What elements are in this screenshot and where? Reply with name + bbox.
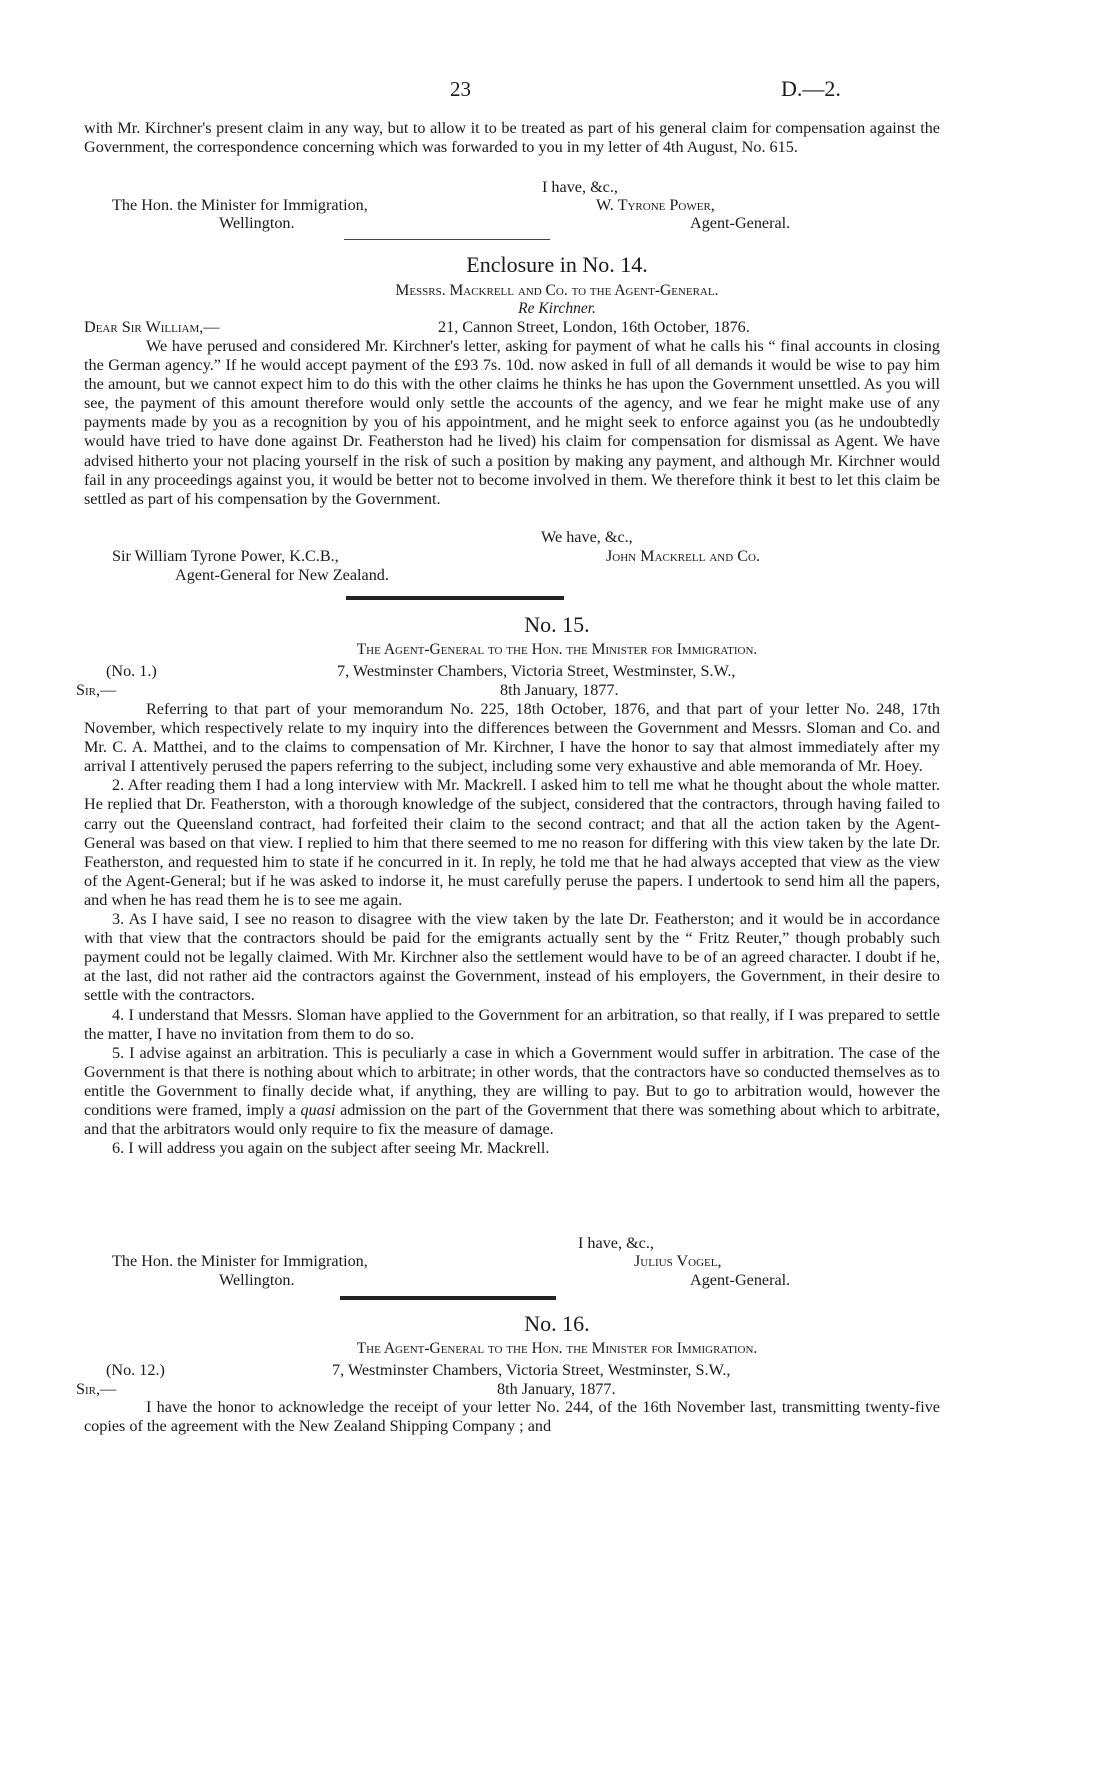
paragraph-2: 2. After reading them I had a long interview with Mr. Mackrell. I asked him to tell me what he thought about the whole matter. He replied that Dr. Featherston, with a thorough knowledge of the subject, considered that the contractors, through having failed to carry out the Queensland contract, had forfeited their claim to the second contract; and that all the action taken by the Agent-General was based on that view. I replied to him that there seemed to me no reason for differing with this view taken by the late Dr. Featherston, and requested him to state if he concurred in it. In reply, he told me that he had always accepted that view as the view of the Agent-General; but if he was asked to indorse it, he must carefully peruse the papers. I undertook to send him all the papers, and when he has read them he is to see me again. — [84, 776, 940, 909]
addressee-line-1: Sir William Tyrone Power, K.C.B., — [112, 547, 339, 565]
paragraph-5-part-1: 5. I advise against an arbitration. This is peculiarly a case in which a Government would suffer in arbitration. The case of the Government is that there is nothing about which to arbitrate; in other words, that the contractors have so conducted themselves as to entitle the Government to finally decide what, if anything, they are willing to pay. But to go to arbitration would, however the conditions were framed, imply a — [84, 1043, 940, 1119]
paragraph-4: 4. I understand that Messrs. Sloman have applied to the Government for an arbitration, so that really, if I was prepared to settle the matter, I have no invitation from them to do so. — [84, 1005, 940, 1043]
signature-closing: I have, &c., — [542, 178, 618, 196]
salutation: Sir,— — [76, 681, 117, 699]
paragraph-1: Referring to that part of your memorandum No. 225, 18th October, 1876, and that part of your letter No. 248, 17th November, which respectively relate to my inquiry into the differences between the Government and Messrs. Sloman and Co. and Mr. C. A. Matthei, and to the claims to compensation of Mr. Kirchner, I have the honor to say that almost immediately after my arrival I attentively perused the papers referring to the subject, including some very exhaustive and able memoranda of Mr. Hoey. — [84, 700, 940, 776]
section-heading: No. 16. — [524, 1311, 590, 1336]
section-from-line — [0, 641, 1114, 659]
section-divider — [346, 596, 564, 600]
signer-name: W. Tyrone Power, — [596, 196, 715, 214]
opening-paragraph — [84, 119, 940, 157]
signer-name: Julius Vogel, — [634, 1252, 722, 1270]
letter-address: 21, Cannon Street, London, 16th October, 1876. — [438, 318, 750, 336]
section-from-line — [0, 1340, 1114, 1358]
addressee-line-2: Wellington. — [219, 214, 295, 232]
section-body — [84, 1398, 940, 1436]
from-text: Messrs. Mackrell and Co. to the Agent-General. — [395, 282, 719, 299]
letter-date: 8th January, 1877. — [497, 1380, 616, 1398]
section-divider — [340, 1296, 556, 1300]
from-text: The Agent-General to the Hon. the Minister for Immigration. — [356, 1340, 758, 1357]
section-heading: No. 15. — [524, 612, 590, 637]
paragraph-5-part-2: admission on the part of the Government that there was something about which to arbitrate, and that the arbitrators would only require to fix the measure of damage. — [84, 1100, 940, 1139]
addressee-line-1: The Hon. the Minister for Immigration, — [112, 1252, 368, 1270]
addressee-line-2: Agent-General for New Zealand. — [175, 566, 389, 584]
document-reference: D.—2. — [781, 76, 841, 101]
divider-rule — [344, 239, 550, 240]
enclosure-subject — [0, 300, 1114, 318]
signer-title: Agent-General. — [690, 214, 791, 232]
paragraph-3: 3. As I have said, I see no reason to disagree with the view taken by the late Dr. Featherston; and it would be in accordance with that view that the contractors should be paid for the emigrants actually sent by the “ Fritz Reuter,” though probably such payment could not be legally claimed. With Mr. Kirchner also the settlement would have to be of an agreed character. I doubt if he, at the last, did not rather aid the contractors against the Government, instead of his employers, the Government, in their desire to settle with the contractors. — [84, 910, 940, 1005]
letter-date: 8th January, 1877. — [500, 681, 619, 699]
paragraph-text: with Mr. Kirchner's present claim in any way, but to allow it to be treated as part of his general claim for compensation against the Government, the correspondence concerning which was forwarded to you in my letter of 4th August, No. 615. — [84, 119, 940, 157]
signature-closing: I have, &c., — [578, 1234, 654, 1252]
enclosure-heading: Enclosure in No. 14. — [466, 252, 648, 277]
paragraph-text: We have perused and considered Mr. Kirchner's letter, asking for payment of what he calls his “ final accounts in closing the German agency.” If he would accept payment of the £93 7s. 10d. now asked in full of all demands it would be wise to pay him the amount, but we cannot expect him to do this with the other claims he thinks he has upon the Government unsettled. As you will see, the payment of this amount therefore would only settle the accounts of the agency, and we fear he might make use of any payments made by you as a recognition by you of his appointment, and he might seek to enforce against you (as he undoubtedly would have tried to have done against Dr. Featherston had he lived) his claim for compensation for dismissal as Agent. We have advised hitherto your not placing yourself in the risk of such a position by making any payment, and although Mr. Kirchner would fail in any proceedings against you, it would be better not to become involved in them. We therefore think it best to let this claim be settled as part of his compensation by the Government. — [84, 337, 940, 508]
from-text: The Agent-General to the Hon. the Minister for Immigration. — [356, 641, 758, 658]
letter-reference: (No. 1.) — [106, 662, 157, 680]
signature-closing: We have, &c., — [541, 528, 633, 546]
signer-title: Agent-General. — [690, 1271, 791, 1289]
subject-text: Re Kirchner. — [518, 300, 596, 317]
addressee-line-1: The Hon. the Minister for Immigration, — [112, 196, 368, 214]
paragraph-6: 6. I will address you again on the subject after seeing Mr. Mackrell. — [112, 1139, 550, 1158]
enclosure-from-line — [0, 282, 1114, 300]
section-body — [84, 700, 940, 1158]
enclosure-body — [84, 337, 940, 509]
letter-reference: (No. 12.) — [106, 1361, 165, 1379]
paragraph-5-italic: quasi — [300, 1100, 336, 1119]
addressee-line-2: Wellington. — [219, 1271, 295, 1289]
page-number: 23 — [450, 77, 471, 101]
paragraph-5 — [84, 1044, 940, 1139]
paragraph-1: I have the honor to acknowledge the receipt of your letter No. 244, of the 16th November last, transmitting twenty-five copies of the agreement with the New Zealand Shipping Company ; and — [84, 1398, 940, 1436]
salutation: Dear Sir William,— — [84, 318, 220, 336]
letter-address: 7, Westminster Chambers, Victoria Street, Westminster, S.W., — [332, 1361, 731, 1379]
salutation: Sir,— — [76, 1380, 117, 1398]
signer-name: John Mackrell and Co. — [606, 547, 761, 565]
letter-address: 7, Westminster Chambers, Victoria Street, Westminster, S.W., — [337, 662, 736, 680]
